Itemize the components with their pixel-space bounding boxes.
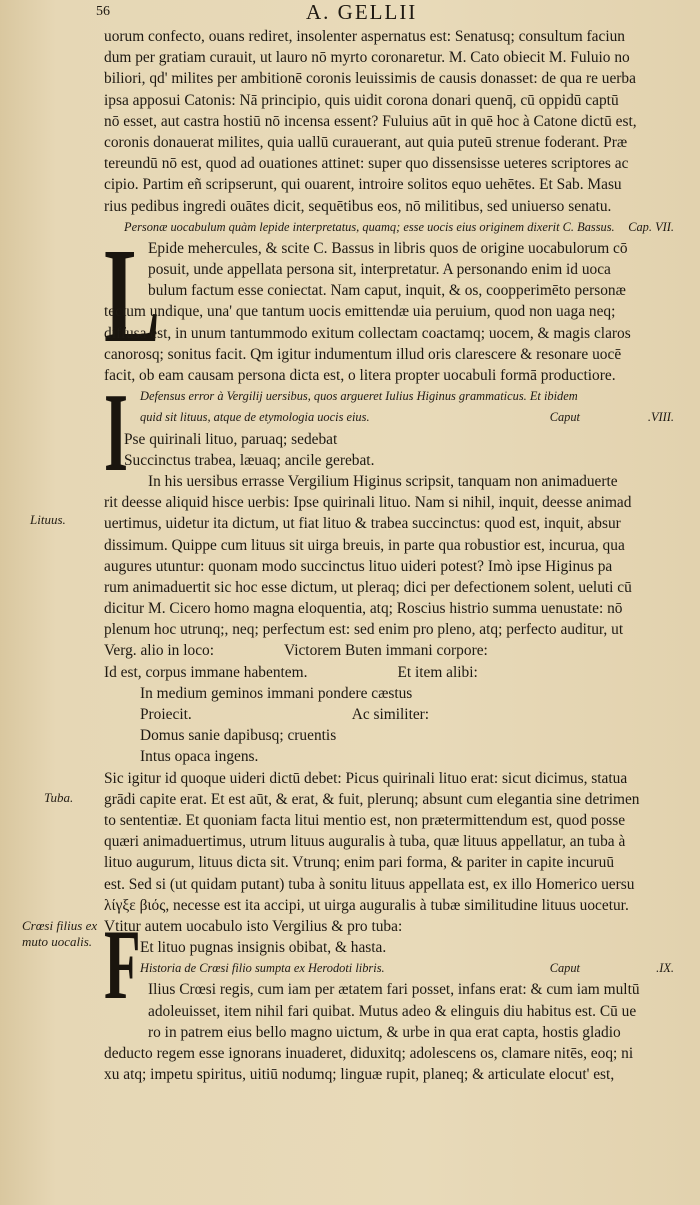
verse-line: Et lituo pugnas insignis obibat, & hasta. xyxy=(140,939,387,957)
text-fragment: Verg. alio in loco: xyxy=(104,642,214,660)
text-line: rius pedibus ingredi ouātes dicit, sequētibus eos, nō militibus, sed uniuerso senatu. xyxy=(104,197,612,215)
text-fragment: Ac similiter: xyxy=(351,706,430,723)
text-line: quæri animaduertimus, utrum lituus auguralis à tuba, quæ lituus appellatur, an tuba à xyxy=(104,833,626,851)
text-fragment: Et item alibi: xyxy=(397,663,478,681)
chapter-number: Cap. VII. xyxy=(628,219,674,234)
text-line: tereundū nō est, quod ad ouationes attinet: super quo dissensisse ueteres scriptores ac xyxy=(104,155,629,173)
text-line: deducto regem esse ignorans inuaderet, diduxitq; adolescens os, clamare nitēs, eoq; ni xyxy=(104,1045,634,1062)
text-fragment: Id est, corpus immane habentem. xyxy=(104,663,308,681)
text-line: biliori, qd' milites per ambitionē coronis leuissimis de causis donasset: de qua re uerba xyxy=(104,70,636,88)
text-line: uorum confecto, ouans rediret, insolenter aspernatus est: Senatusq; consultum faciun xyxy=(104,28,626,45)
chapter-heading-viii-cont xyxy=(104,407,680,428)
chapter-heading-viii: Defensus error à Vergilij uersibus, quos argueret Iulius Higinus grammaticus. Et ibidem xyxy=(140,389,578,404)
text-line: Sic igitur id quoque uideri dictū debet: Picus quirinali lituo erat: sicut dicimus, statua xyxy=(104,769,628,787)
text-line: canorosq; sonitus facit. Qm igitur indumentum illud oris clarescere & resonare uocē xyxy=(104,345,622,363)
verse-line: In medium geminos immani pondere cæstus xyxy=(140,684,413,702)
text-line: lituo augurum, lituus dicta sit. Vtrunq; enim pari forma, & pariter in capite incuruū xyxy=(104,854,615,872)
verse-line: Intus opaca ingens. xyxy=(140,748,259,766)
chapter-label: Caput xyxy=(549,410,580,425)
text-line: facit, ob eam causam persona dicta est, o litera propter uocabuli formā productiore. xyxy=(104,367,616,384)
text-line: In his uersibus errasse Vergilium Higinus scripsit, tanquam non animaduerte xyxy=(148,472,618,490)
text-line: dum per gratiam curauit, ut lauro nō myrto coronaretur. M. Cato obiecit M. Fuluio no xyxy=(104,49,630,67)
text-line: tectum undique, una' que tantum uocis emittendæ uia peruium, quod non uaga neq; xyxy=(104,303,616,321)
margin-note-tuba: Tuba. xyxy=(44,790,74,805)
text-line: rum animaduertit sic hoc esse dictum, ut pleraq; dici per defectionem solent, ueluti cū xyxy=(104,578,632,596)
text-line: rit deesse aliquid hisce uerbis: Ipse quirinali lituo. Nam si nihil, inquit, deesse animad xyxy=(104,494,632,512)
chapter-heading-ix xyxy=(104,958,680,979)
text-line xyxy=(104,640,680,661)
drop-cap-I: I xyxy=(104,371,128,495)
verse-quote: Proiecit. xyxy=(140,706,192,723)
body-text xyxy=(104,26,680,1085)
chapter-title: Personæ uocabulum quàm lepide interpretatus, quamq; esse uocis eius originem dixerit C. Bassus. xyxy=(124,219,615,234)
text-line: est. Sed si (ut quidam putant) tuba à sonitu lituus appellata est, ex illo Homerico uersu xyxy=(104,875,635,893)
text-line: Ilius Crœsi regis, cum iam per ætatem fari posset, infans erat: & cum iam multū xyxy=(148,981,640,999)
text-line xyxy=(104,662,680,683)
drop-cap-L: L xyxy=(104,221,161,371)
text-line: bulum factum esse coniectat. Nam caput, inquit, & os, coopperimēto personæ xyxy=(148,282,626,300)
text-line: ro in patrem eius bello magno uictum, & urbe in qua erat capta, hostis gladio xyxy=(148,1023,621,1041)
verse-line: Pse quirinali lituo, paruaq; sedebat xyxy=(124,430,338,448)
text-line: nō esset, aut castra hostiū nō incensa essent? Fuluius aūt in quē hoc à Catone dictū est, xyxy=(104,112,637,130)
text-line: coronis donauerat milites, quia uallū curauerant, aut quia puteū strenue foderant. Præ xyxy=(104,133,628,151)
text-line: augures utuntur: quonam modo succinctus lituo uideri potest? Imò ipse Higinus pa xyxy=(104,557,613,575)
text-line: ipsa apposui Catonis: Nā principio, quis uidit corona donari quenq̄, cū oppidū captū xyxy=(104,91,619,109)
chapter-label: Caput xyxy=(549,961,580,976)
page-number: 56 xyxy=(96,4,110,19)
text-line: xu atq; impetu spiritus, uitiū nodumq; linguæ rupit, planeq; & articulate elocut' est, xyxy=(104,1066,615,1084)
verse-quote: Victorem Buten immani corpore: xyxy=(284,642,488,660)
text-line: λίγξε βιός, necesse est ita accipi, ut uirga auguralis à tubæ similitudine lituus uocetur. xyxy=(104,896,629,914)
chapter-number: .IX. xyxy=(656,961,674,976)
verse-line: Domus sanie dapibusq; cruentis xyxy=(140,727,337,745)
running-head: A. GELLII xyxy=(306,0,418,24)
chapter-heading-vii xyxy=(104,217,680,238)
drop-cap-F: F xyxy=(104,909,141,1020)
chapter-title: quid sit lituus, atque de etymologia uocis eius. xyxy=(140,410,370,425)
text-line: posuit, unde appellata persona sit, interpretatur. A personando enim id uoca xyxy=(148,261,611,279)
text-line: cipio. Partim eñ scripserunt, qui ouarent, introire solitos equo uehētes. Et Sab. Masu xyxy=(104,176,622,194)
chapter-title: Historia de Crœsi filio sumpta ex Herodoti libris. xyxy=(140,961,385,976)
margin-note-croesus: Crœsi filius ex muto uocalis. xyxy=(22,918,98,949)
text-line: diffusa est, in unum tantummodo exitum collectam coactamq; uocem, & magis claros xyxy=(104,324,631,342)
text-line: plenum hoc utrunq;, neq; perfectum est: sed enim pro pleno, atq; perfecto auditur, ut xyxy=(104,621,624,639)
verse-line: Succinctus trabea, læuaq; ancile gerebat. xyxy=(124,451,375,469)
text-line: adoleuisset, item nihil fari quibat. Mutus adeo & elinguis diu habitus est. Cū ue xyxy=(148,1002,637,1020)
text-line: dissimum. Quippe cum lituus sit uirga breuis, in parte qua robustior est, incurua, qua xyxy=(104,536,625,554)
text-line: Vtitur autem uocabulo isto Vergilius & pro tuba: xyxy=(104,917,403,935)
chapter-number: .VIII. xyxy=(647,410,674,425)
text-line: to sententiæ. Et quoniam facta litui mentio est, non prætermittendum est, quod posse xyxy=(104,811,626,829)
text-line: Epide mehercules, & scite C. Bassus in libris quos de origine uocabulorum cō xyxy=(148,239,628,257)
page-header xyxy=(0,0,700,24)
margin-note-lituus: Lituus. xyxy=(30,512,66,527)
text-line: grādi capite erat. Et est aūt, & erat, & fuit, plerunq; absunt cum elegantia sine detrimen xyxy=(104,790,640,808)
text-line: dicitur M. Cicero homo magna eloquentia, atq; Roscius histrio summa uenustate: nō xyxy=(104,600,623,618)
verse-line xyxy=(104,704,680,725)
text-line: uertimus, uidetur ita dictum, ut fiat lituo & trabea succinctus: quod est, inquit, absur xyxy=(104,515,621,533)
